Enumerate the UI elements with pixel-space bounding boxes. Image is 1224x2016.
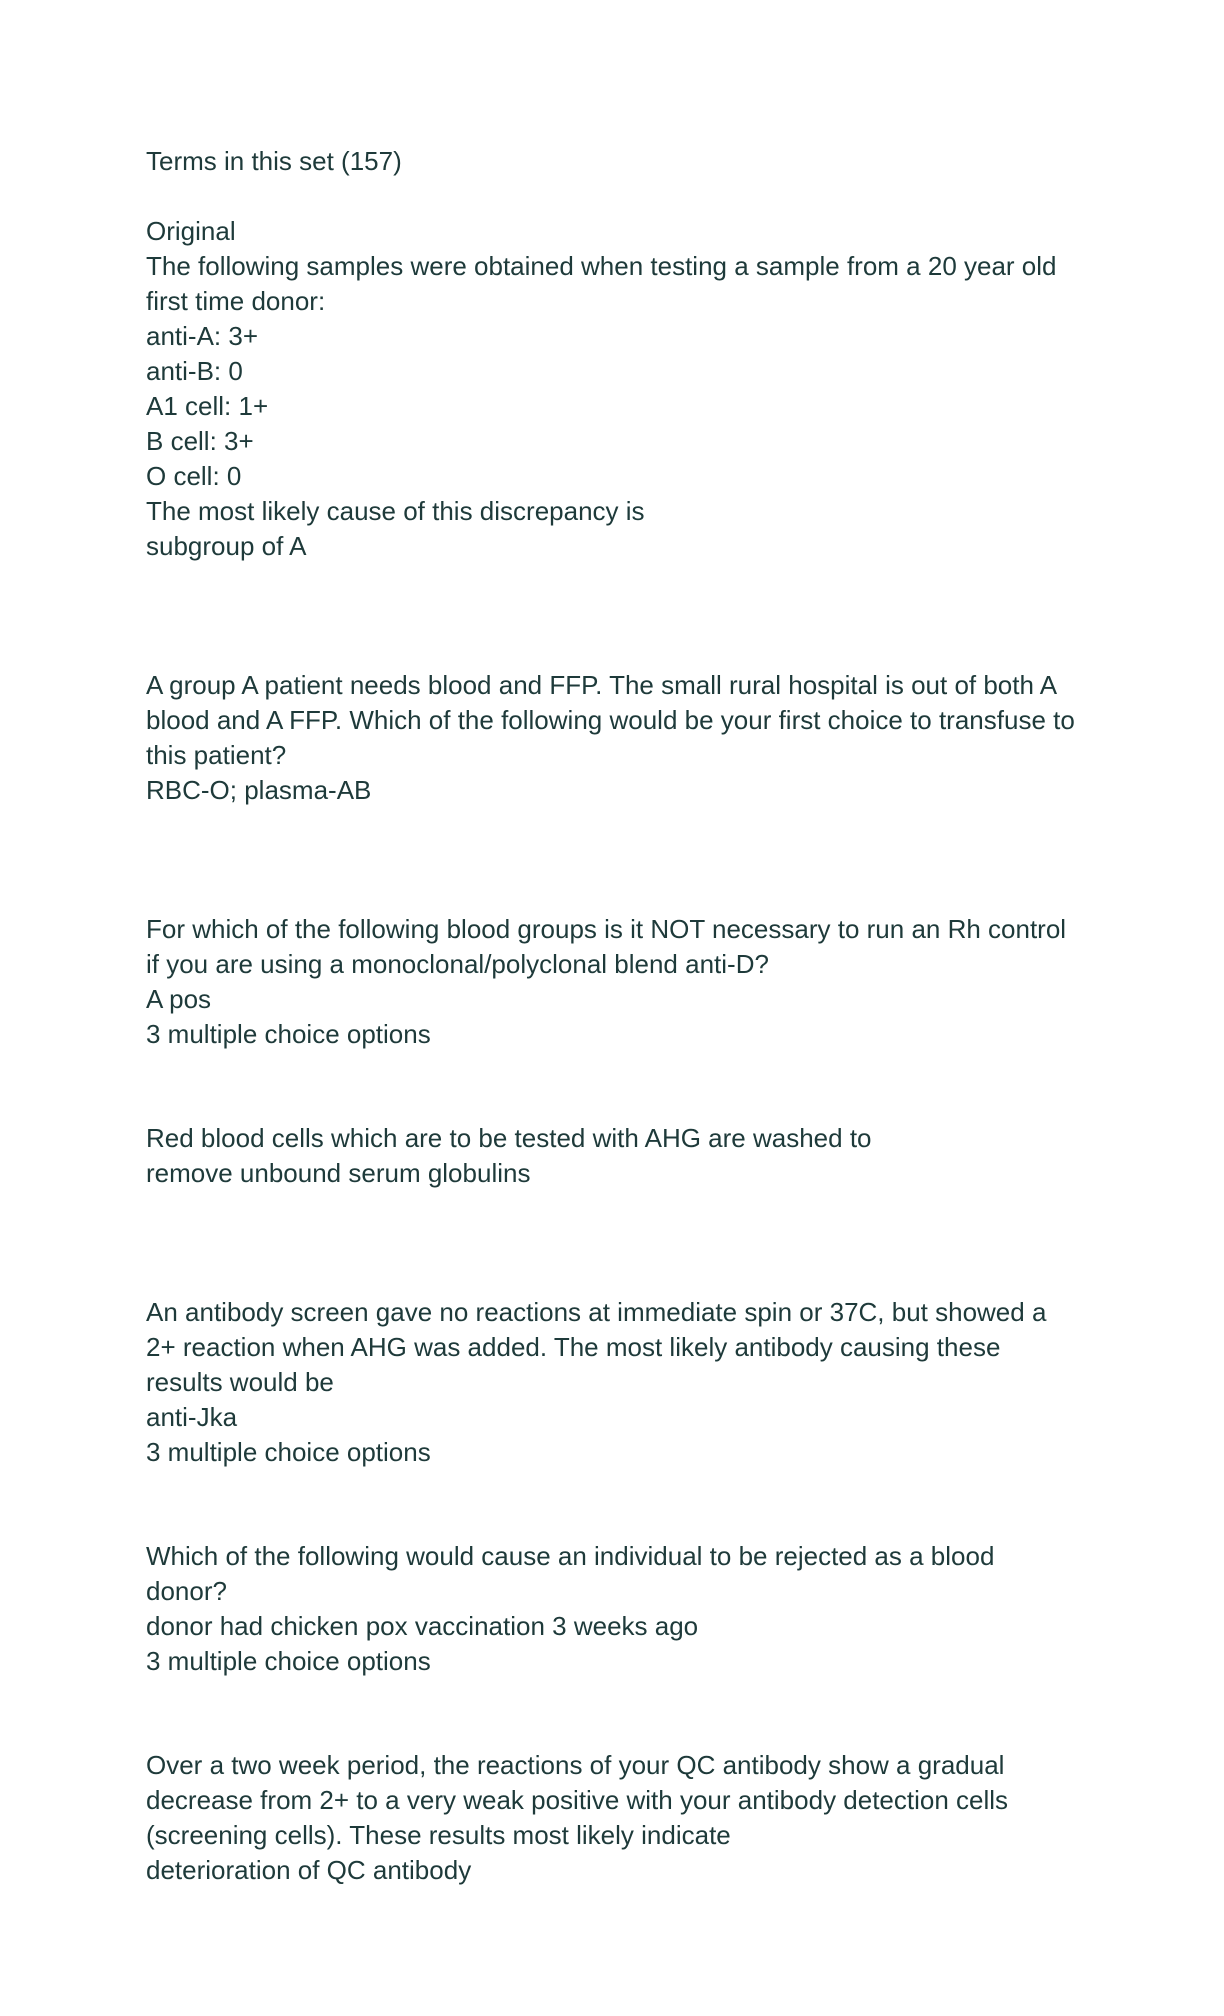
question-line: anti-B: 0 <box>146 356 243 386</box>
question-line: The most likely cause of this discrepancy is <box>146 496 645 526</box>
question-line: Which of the following would cause an individual to be rejected as a blood <box>146 1541 995 1571</box>
question-line: donor? <box>146 1576 227 1606</box>
options-note: 3 multiple choice options <box>146 1646 431 1676</box>
question-line: The following samples were obtained when testing a sample from a 20 year old <box>146 251 1057 281</box>
question-line: A group A patient needs blood and FFP. The small rural hospital is out of both A <box>146 670 1058 700</box>
answer-text: subgroup of A <box>146 531 307 561</box>
section-label: Original <box>146 216 236 246</box>
question-line: this patient? <box>146 740 287 770</box>
terms-count-heading: Terms in this set (157) <box>146 146 402 176</box>
answer-text: A pos <box>146 984 212 1014</box>
question-line: anti-A: 3+ <box>146 321 259 351</box>
answer-text: RBC-O; plasma-AB <box>146 775 372 805</box>
question-line: 2+ reaction when AHG was added. The most likely antibody causing these <box>146 1332 1001 1362</box>
answer-text: donor had chicken pox vaccination 3 weeks ago <box>146 1611 699 1641</box>
options-note: 3 multiple choice options <box>146 1437 431 1467</box>
options-note: 3 multiple choice options <box>146 1019 431 1049</box>
question-line: A1 cell: 1+ <box>146 391 269 421</box>
question-line: B cell: 3+ <box>146 426 254 456</box>
question-line: if you are using a monoclonal/polyclonal blend anti-D? <box>146 949 769 979</box>
question-line: Over a two week period, the reactions of your QC antibody show a gradual <box>146 1750 1005 1780</box>
question-line: (screening cells). These results most likely indicate <box>146 1820 731 1850</box>
question-line: decrease from 2+ to a very weak positive with your antibody detection cells <box>146 1785 1009 1815</box>
answer-text: anti-Jka <box>146 1402 238 1432</box>
answer-text: remove unbound serum globulins <box>146 1158 531 1188</box>
question-line: An antibody screen gave no reactions at immediate spin or 37C, but showed a <box>146 1297 1047 1327</box>
question-line: Red blood cells which are to be tested with AHG are washed to <box>146 1123 872 1153</box>
question-line: For which of the following blood groups is it NOT necessary to run an Rh control <box>146 914 1067 944</box>
answer-text: deterioration of QC antibody <box>146 1855 472 1885</box>
question-line: O cell: 0 <box>146 461 242 491</box>
question-line: results would be <box>146 1367 334 1397</box>
question-line: blood and A FFP. Which of the following would be your first choice to transfuse to <box>146 705 1075 735</box>
question-line: first time donor: <box>146 286 326 316</box>
